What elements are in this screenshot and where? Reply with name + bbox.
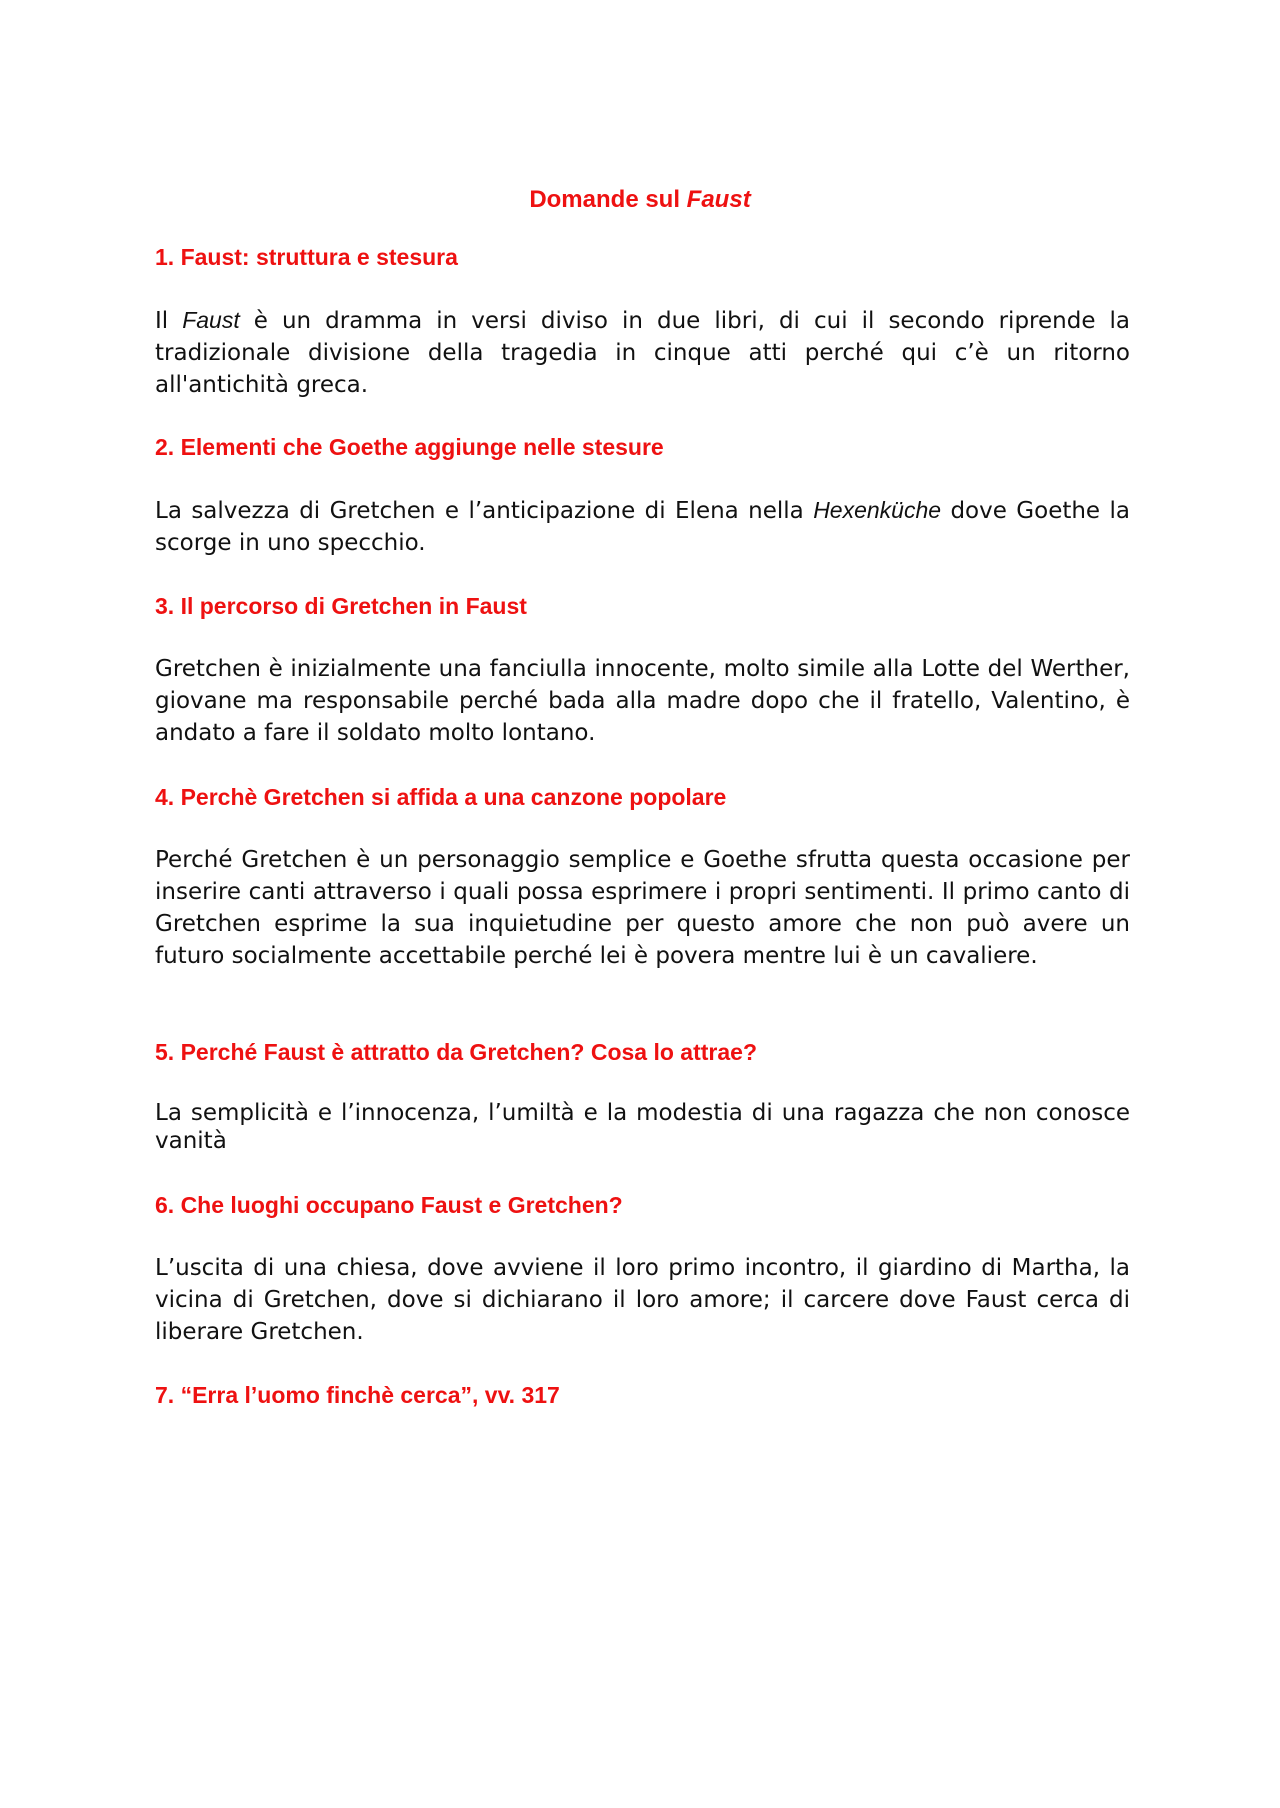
document-title-text: Domande sul [529,186,687,213]
question-6-heading: 6. Che luoghi occupano Faust e Gretchen? [155,1192,623,1218]
question-4-answer: Perché Gretchen è un personaggio semplice e Goethe sfrutta questa occasione per inserire canti attraverso i quali possa esprimere i propri sentimenti. Il primo canto di Gretchen esprime la sua inquietudine per questo amore che non può avere un futuro socialmente accettabile perché lei è povera mentre lui è un cavaliere. [155,847,1130,969]
question-2-answer-italic: Hexenküche [813,497,942,523]
question-1-answer-pre: Il [155,308,183,334]
question-2-answer-post: dove Goethe la scorge in uno specchio. [155,498,1130,556]
question-1-heading: 1. Faust: struttura e stesura [155,244,458,270]
question-4-heading: 4. Perchè Gretchen si affida a una canzone popolare [155,784,727,810]
question-6-answer: L’uscita di una chiesa, dove avviene il loro primo incontro, il giardino di Martha, la vicina di Gretchen, dove si dichiarano il loro amore; il carcere dove Faust cerca di liberare Gretchen. [155,1255,1130,1345]
question-1-answer [155,304,1130,401]
question-1-answer-post: è un dramma in versi diviso in due libri, di cui il secondo riprende la tradizionale divisione della tragedia in cinque atti perché qui c’è un ritorno all'antichità greca. [155,308,1130,398]
question-5-heading: 5. Perché Faust è attratto da Gretchen? Cosa lo attrae? [155,1039,757,1065]
question-2-answer [155,494,1130,559]
document-title-italic: Faust [686,186,751,213]
question-3-answer: Gretchen è inizialmente una fanciulla innocente, molto simile alla Lotte del Werther, giovane ma responsabile perché bada alla madre dopo che il fratello, Valentino, è andato a fare il soldato molto lontano. [155,656,1130,746]
question-3-heading: 3. Il percorso di Gretchen in Faust [155,593,527,619]
question-5-answer: La semplicità e l’innocenza, l’umiltà e la modestia di una ragazza che non conosce vanità [155,1100,1130,1154]
question-2-heading: 2. Elementi che Goethe aggiunge nelle stesure [155,434,664,460]
question-2-answer-pre: La salvezza di Gretchen e l’anticipazione di Elena nella [155,498,814,524]
question-1-answer-italic: Faust [182,307,240,333]
question-7-heading: 7. “Erra l’uomo finchè cerca”, vv. 317 [155,1382,560,1408]
document-title [0,186,1280,214]
